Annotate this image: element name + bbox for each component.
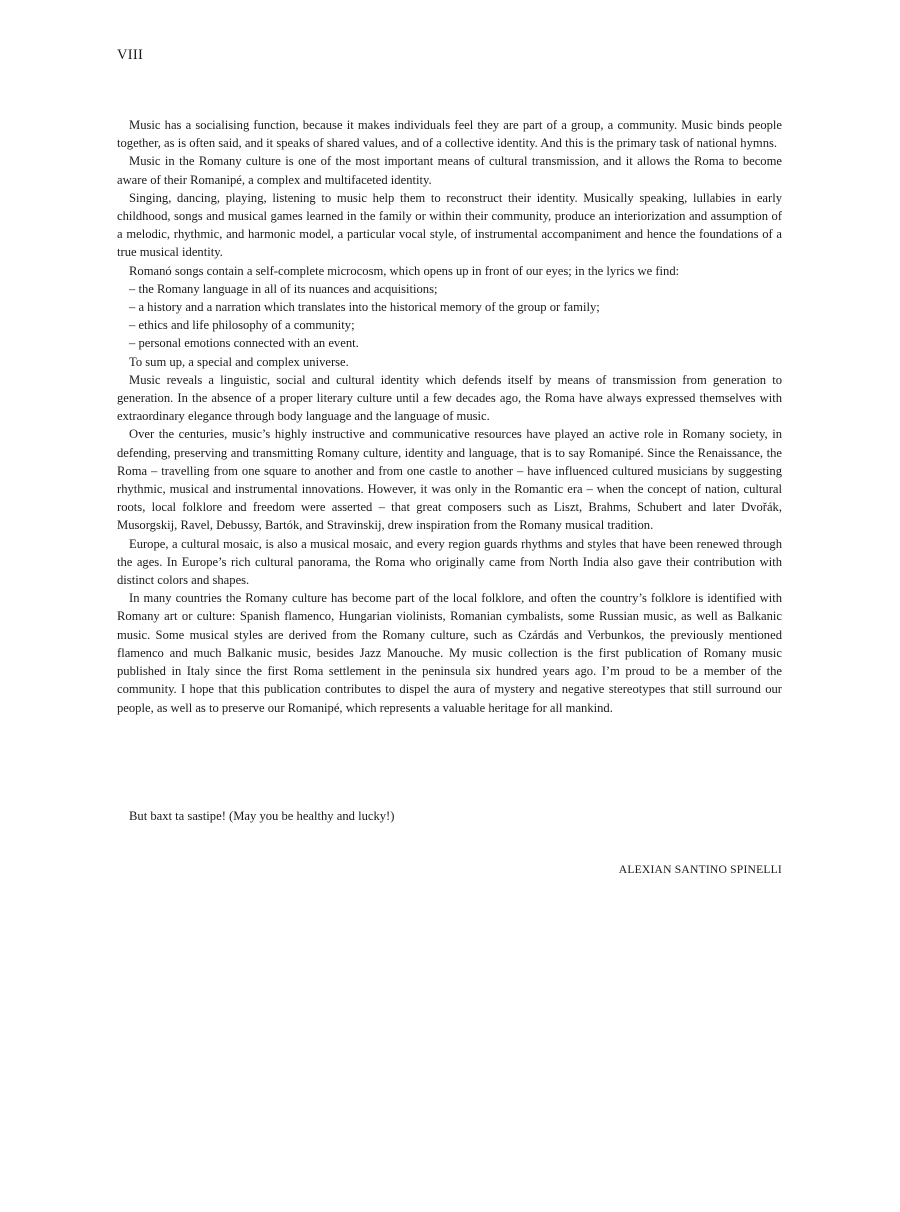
paragraph-linguistic-identity: Music reveals a linguistic, social and cultural identity which defends itself by means of transmission from generation to generation. In the absence of a proper literary culture until a few decades ago, the Roma have always expressed themselves with extraordinary elegance through body language and the language of music. bbox=[117, 372, 782, 424]
paragraph-local-folklore: In many countries the Romany culture has become part of the local folklore, and often the country’s folklore is identified with Romany art or culture: Spanish flamenco, Hungarian violinists, Romanian cymbalists, some Russian music, as well as Balkanic music. Some musical styles are derived from the Romany culture, such as Czárdás and Verbunkos, the previously mentioned flamenco and much Balkanic music, besides Jazz Manouche. My music collection is the first publication of Romany music published in Italy since the first Roma settlement in the peninsula six hundred years ago. I’m proud to be a member of the community. I hope that this publication contributes to dispel the aura of mystery and negative stereotypes that still surround our people, as well as to preserve our Romanipé, which represents a valuable heritage for all mankind. bbox=[117, 591, 782, 715]
list-item: – personal emotions connected with an event. bbox=[129, 336, 359, 351]
paragraph-sum-up: To sum up, a special and complex universe. bbox=[129, 354, 349, 369]
body-text bbox=[117, 116, 782, 717]
paragraph-socialising-function: Music has a socialising function, because it makes individuals feel they are part of a group, a community. Music binds people together, as is often said, and it speaks of shared values, and of a collective identity. And this is the primary task of national hymns. bbox=[117, 118, 782, 151]
closing-greeting: But baxt ta sastipe! (May you be healthy and lucky!) bbox=[129, 809, 395, 823]
page-number: VIII bbox=[117, 47, 144, 63]
list-item: – ethics and life philosophy of a community; bbox=[129, 318, 355, 333]
paragraph-cultural-transmission: Music in the Romany culture is one of the most important means of cultural transmission, and it allows the Roma to become aware of their Romanipé, a complex and multifaceted identity. bbox=[117, 154, 782, 187]
paragraph-romano-songs: Romanó songs contain a self-complete microcosm, which opens up in front of our eyes; in the lyrics we find: bbox=[129, 263, 680, 278]
paragraph-musical-identity: Singing, dancing, playing, listening to music help them to reconstruct their identity. Musically speaking, lullabies in early childhood, songs and musical games learned in the family or within their community, produce an interiorization and assumption of a melodic, rhythmic, and harmonic model, a particular vocal style, of instrumental accompaniment and hence the foundations of a true musical identity. bbox=[117, 190, 782, 260]
list-item: – the Romany language in all of its nuances and acquisitions; bbox=[129, 281, 438, 296]
paragraph-cultural-mosaic: Europe, a cultural mosaic, is also a musical mosaic, and every region guards rhythms and styles that have been renewed through the ages. In Europe’s rich cultural panorama, the Roma who originally came from North India also gave their contribution with distinct colors and shapes. bbox=[117, 536, 782, 588]
paragraph-over-the-centuries: Over the centuries, music’s highly instructive and communicative resources have played an active role in Romany society, in defending, preserving and transmitting Romany culture, identity and language, that is to say Romanipé. Since the Renaissance, the Roma – travelling from one square to another and from one castle to another – have influenced cultured musicians by suggesting rhythmic, musical and instrumental innovations. However, it was only in the Romantic era – when the concept of nation, cultural roots, local folklore and freedom were asserted – that great composers such as Liszt, Brahms, Schubert and later Dvořák, Musorgskij, Ravel, Debussy, Bartók, and Stravinskij, drew inspiration from the Romany musical tradition. bbox=[117, 427, 782, 533]
author-signature: ALEXIAN SANTINO SPINELLI bbox=[618, 863, 782, 876]
list-item: – a history and a narration which translates into the historical memory of the group or family; bbox=[129, 300, 600, 315]
